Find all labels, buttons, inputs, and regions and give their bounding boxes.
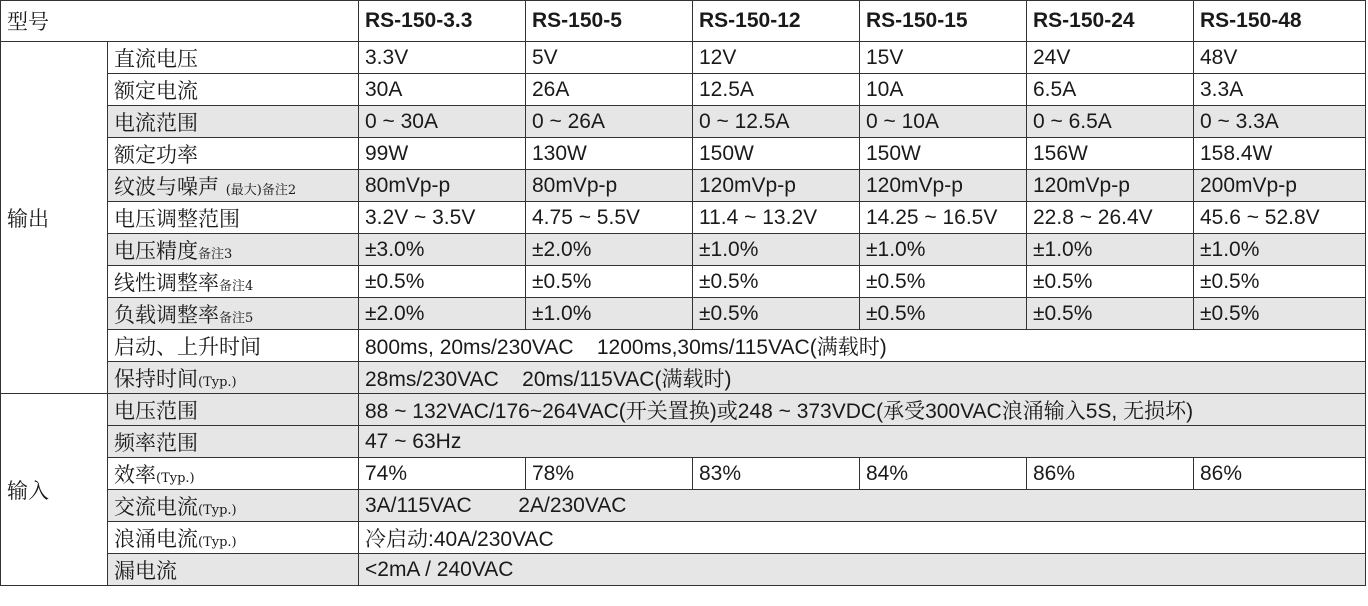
row-input-voltage-range <box>1 394 1366 426</box>
cell-value-span: 800ms, 20ms/230VAC 1200ms,30ms/115VAC(满载时) <box>359 330 1366 362</box>
cell-value: ±1.0% <box>860 234 1027 266</box>
cell-value: 0 ~ 30A <box>359 106 526 138</box>
cell-value: ±1.0% <box>1194 234 1366 266</box>
cell-value-span: 47 ~ 63Hz <box>359 426 1366 458</box>
row-label-note: 备注3 <box>198 246 233 262</box>
row-label-note: (Typ.) <box>198 502 237 518</box>
cell-value: 11.4 ~ 13.2V <box>693 202 860 234</box>
model-header: RS-150-24 <box>1027 1 1194 42</box>
cell-value: 78% <box>526 458 693 490</box>
cell-value: 4.75 ~ 5.5V <box>526 202 693 234</box>
cell-value: 83% <box>693 458 860 490</box>
input-group-label: 输入 <box>1 394 108 586</box>
row-dc-voltage <box>1 42 1366 74</box>
cell-value: 80mVp-p <box>359 170 526 202</box>
output-group-label: 输出 <box>1 42 108 394</box>
row-label-text: 线性调整率 <box>114 270 219 295</box>
row-label-text: 浪涌电流 <box>114 526 198 551</box>
cell-value: ±1.0% <box>693 234 860 266</box>
cell-value: 150W <box>860 138 1027 170</box>
row-hold-up-time <box>1 362 1366 394</box>
cell-value: ±0.5% <box>1027 298 1194 330</box>
row-rated-power <box>1 138 1366 170</box>
cell-value: 30A <box>359 74 526 106</box>
model-header: RS-150-5 <box>526 1 693 42</box>
cell-value: 26A <box>526 74 693 106</box>
cell-value: 120mVp-p <box>693 170 860 202</box>
row-label <box>108 170 359 202</box>
cell-value: 6.5A <box>1027 74 1194 106</box>
row-label: 电流范围 <box>108 106 359 138</box>
row-setup-rise-time <box>1 330 1366 362</box>
cell-value: 0 ~ 26A <box>526 106 693 138</box>
row-label: 频率范围 <box>108 426 359 458</box>
row-efficiency <box>1 458 1366 490</box>
row-label: 额定电流 <box>108 74 359 106</box>
row-label: 电压调整范围 <box>108 202 359 234</box>
model-header: RS-150-15 <box>860 1 1027 42</box>
row-label <box>108 362 359 394</box>
row-label <box>108 234 359 266</box>
cell-value: ±0.5% <box>526 266 693 298</box>
row-label-text: 效率 <box>114 462 156 487</box>
row-label-text: 纹波与噪声 <box>114 174 219 199</box>
row-ac-current <box>1 490 1366 522</box>
header-row <box>1 1 1366 42</box>
cell-value: ±1.0% <box>526 298 693 330</box>
cell-value: 15V <box>860 42 1027 74</box>
row-label: 漏电流 <box>108 554 359 586</box>
cell-value: 200mVp-p <box>1194 170 1366 202</box>
row-current-range <box>1 106 1366 138</box>
cell-value: 80mVp-p <box>526 170 693 202</box>
cell-value: 120mVp-p <box>860 170 1027 202</box>
cell-value: 22.8 ~ 26.4V <box>1027 202 1194 234</box>
cell-value-span: <2mA / 240VAC <box>359 554 1366 586</box>
cell-value: ±0.5% <box>359 266 526 298</box>
row-label-note: 备注5 <box>219 310 254 326</box>
cell-value: 48V <box>1194 42 1366 74</box>
row-frequency-range <box>1 426 1366 458</box>
cell-value: 3.3A <box>1194 74 1366 106</box>
cell-value: 156W <box>1027 138 1194 170</box>
row-label <box>108 458 359 490</box>
cell-value: ±0.5% <box>860 298 1027 330</box>
cell-value: 0 ~ 10A <box>860 106 1027 138</box>
row-label <box>108 298 359 330</box>
cell-value: ±0.5% <box>1027 266 1194 298</box>
cell-value-span: 88 ~ 132VAC/176~264VAC(开关置换)或248 ~ 373VDC(承受300VAC浪涌输入5S, 无损坏) <box>359 394 1366 426</box>
cell-value: 120mVp-p <box>1027 170 1194 202</box>
cell-value: 74% <box>359 458 526 490</box>
row-leakage-current <box>1 554 1366 586</box>
row-label: 直流电压 <box>108 42 359 74</box>
cell-value: 158.4W <box>1194 138 1366 170</box>
cell-value: 86% <box>1194 458 1366 490</box>
row-label: 额定功率 <box>108 138 359 170</box>
cell-value: 3.3V <box>359 42 526 74</box>
row-label-text: 保持时间 <box>114 366 198 391</box>
cell-value: 130W <box>526 138 693 170</box>
row-label-text: 电压精度 <box>114 238 198 263</box>
cell-value-span: 28ms/230VAC 20ms/115VAC(满载时) <box>359 362 1366 394</box>
cell-value: 5V <box>526 42 693 74</box>
cell-value: ±1.0% <box>1027 234 1194 266</box>
cell-value: 14.25 ~ 16.5V <box>860 202 1027 234</box>
row-label-note: (Typ.) <box>198 374 237 390</box>
cell-value: ±0.5% <box>1194 298 1366 330</box>
row-rated-current <box>1 74 1366 106</box>
cell-value: 12.5A <box>693 74 860 106</box>
cell-value: ±0.5% <box>693 298 860 330</box>
model-header: RS-150-48 <box>1194 1 1366 42</box>
row-label <box>108 490 359 522</box>
row-label: 电压范围 <box>108 394 359 426</box>
row-ripple-noise <box>1 170 1366 202</box>
cell-value-span: 冷启动:40A/230VAC <box>359 522 1366 554</box>
cell-value: ±0.5% <box>1194 266 1366 298</box>
cell-value: ±2.0% <box>359 298 526 330</box>
cell-value: 86% <box>1027 458 1194 490</box>
row-label <box>108 522 359 554</box>
row-label <box>108 266 359 298</box>
model-header: RS-150-12 <box>693 1 860 42</box>
cell-value: ±0.5% <box>860 266 1027 298</box>
cell-value: ±0.5% <box>693 266 860 298</box>
row-inrush-current <box>1 522 1366 554</box>
row-label-note: (最大)备注2 <box>225 182 297 198</box>
cell-value: 150W <box>693 138 860 170</box>
cell-value: 3.2V ~ 3.5V <box>359 202 526 234</box>
row-label-text: 负载调整率 <box>114 302 219 327</box>
row-label: 启动、上升时间 <box>108 330 359 362</box>
cell-value: 45.6 ~ 52.8V <box>1194 202 1366 234</box>
cell-value: 10A <box>860 74 1027 106</box>
row-label-text: 交流电流 <box>114 494 198 519</box>
model-title: 型号 <box>1 1 359 42</box>
cell-value: 0 ~ 12.5A <box>693 106 860 138</box>
cell-value: ±3.0% <box>359 234 526 266</box>
row-label-note: (Typ.) <box>198 534 237 550</box>
row-label-note: (Typ.) <box>156 470 195 486</box>
cell-value: 0 ~ 6.5A <box>1027 106 1194 138</box>
cell-value: ±2.0% <box>526 234 693 266</box>
row-voltage-adj-range <box>1 202 1366 234</box>
cell-value: 0 ~ 3.3A <box>1194 106 1366 138</box>
model-header: RS-150-3.3 <box>359 1 526 42</box>
row-line-regulation <box>1 266 1366 298</box>
cell-value: 84% <box>860 458 1027 490</box>
row-load-regulation <box>1 298 1366 330</box>
row-voltage-accuracy <box>1 234 1366 266</box>
row-label-note: 备注4 <box>219 278 254 294</box>
cell-value: 99W <box>359 138 526 170</box>
cell-value: 24V <box>1027 42 1194 74</box>
cell-value-span: 3A/115VAC 2A/230VAC <box>359 490 1366 522</box>
cell-value: 12V <box>693 42 860 74</box>
